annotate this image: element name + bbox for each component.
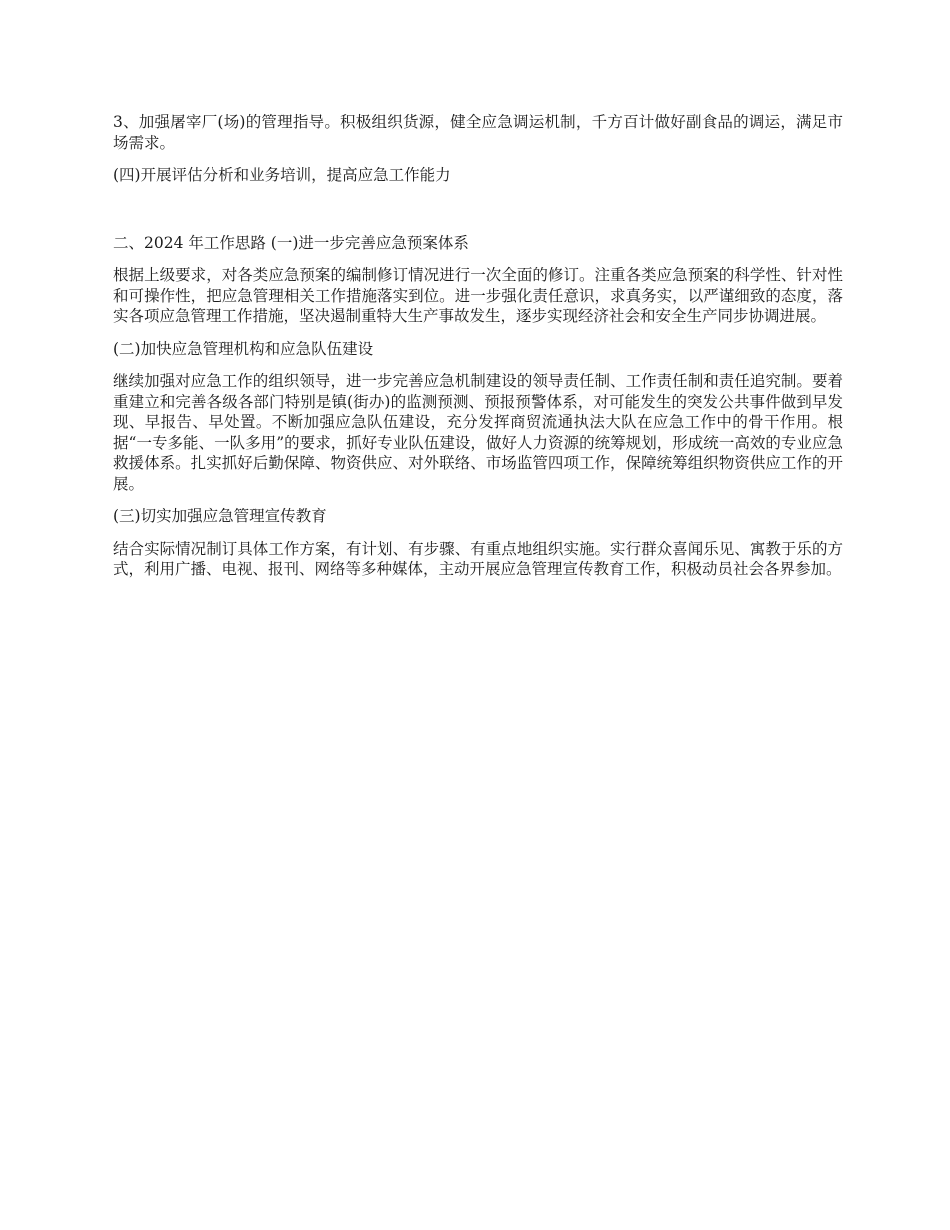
- paragraph-gap: [113, 153, 843, 165]
- paragraph-publicity-education: 结合实际情况制订具体工作方案，有计划、有步骤、有重点地组织实施。实行群众喜闻乐见、寓教于乐的方式，利用广播、电视、报刊、网络等多种媒体，主动开展应急管理宣传教育工作，积极动员社会各界参加。: [113, 539, 843, 578]
- paragraph-slaughterhouse-guidance: 3、加强屠宰厂(场)的管理指导。积极组织货源，健全应急调运机制，千方百计做好副食品的调运，满足市场需求。: [113, 113, 843, 152]
- paragraph-emergency-team: 继续加强对应急工作的组织领导，进一步完善应急机制建设的领导责任制、工作责任制和责任追究制。要着重建立和完善各级各部门特别是镇(街办)的监测预测、预报预警体系，对可能发生的突发公共事件做到早发现、早报告、早处置。不断加强应急队伍建设，充分发挥商贸流通执法大队在应急工作中的骨干作用。根据“一专多能、一队多用”的要求，抓好专业队伍建设，做好人力资源的统筹规划，形成统一高效的专业应急救援体系。扎实抓好后勤保障、物资供应、对外联络、市场监管四项工作，保障统筹组织物资供应工作的开展。: [113, 372, 843, 493]
- document-page: [113, 112, 843, 580]
- heading-work-plan-2024: 二、2024 年工作思路 (一)进一步完善应急预案体系: [113, 233, 469, 252]
- paragraph-gap: [113, 527, 843, 539]
- paragraph-gap: [113, 494, 843, 506]
- heading-publicity-education: (三)切实加强应急管理宣传教育: [113, 507, 327, 525]
- heading-emergency-team: (二)加快应急管理机构和应急队伍建设: [113, 339, 374, 358]
- paragraph-gap: [113, 359, 843, 371]
- paragraph-gap: [113, 253, 843, 265]
- section-gap: [113, 186, 843, 233]
- heading-evaluation-training: (四)开展评估分析和业务培训，提高应急工作能力: [113, 166, 451, 184]
- paragraph-emergency-plan-system: 根据上级要求，对各类应急预案的编制修订情况进行一次全面的修订。注重各类应急预案的科学性、针对性和可操作性，把应急管理相关工作措施落实到位。进一步强化责任意识，求真务实，以严谨细致的态度，落实各项应急管理工作措施，坚决遏制重特大生产事故发生，逐步实现经济社会和安全生产同步协调进展。: [113, 266, 843, 325]
- paragraph-gap: [113, 327, 843, 339]
